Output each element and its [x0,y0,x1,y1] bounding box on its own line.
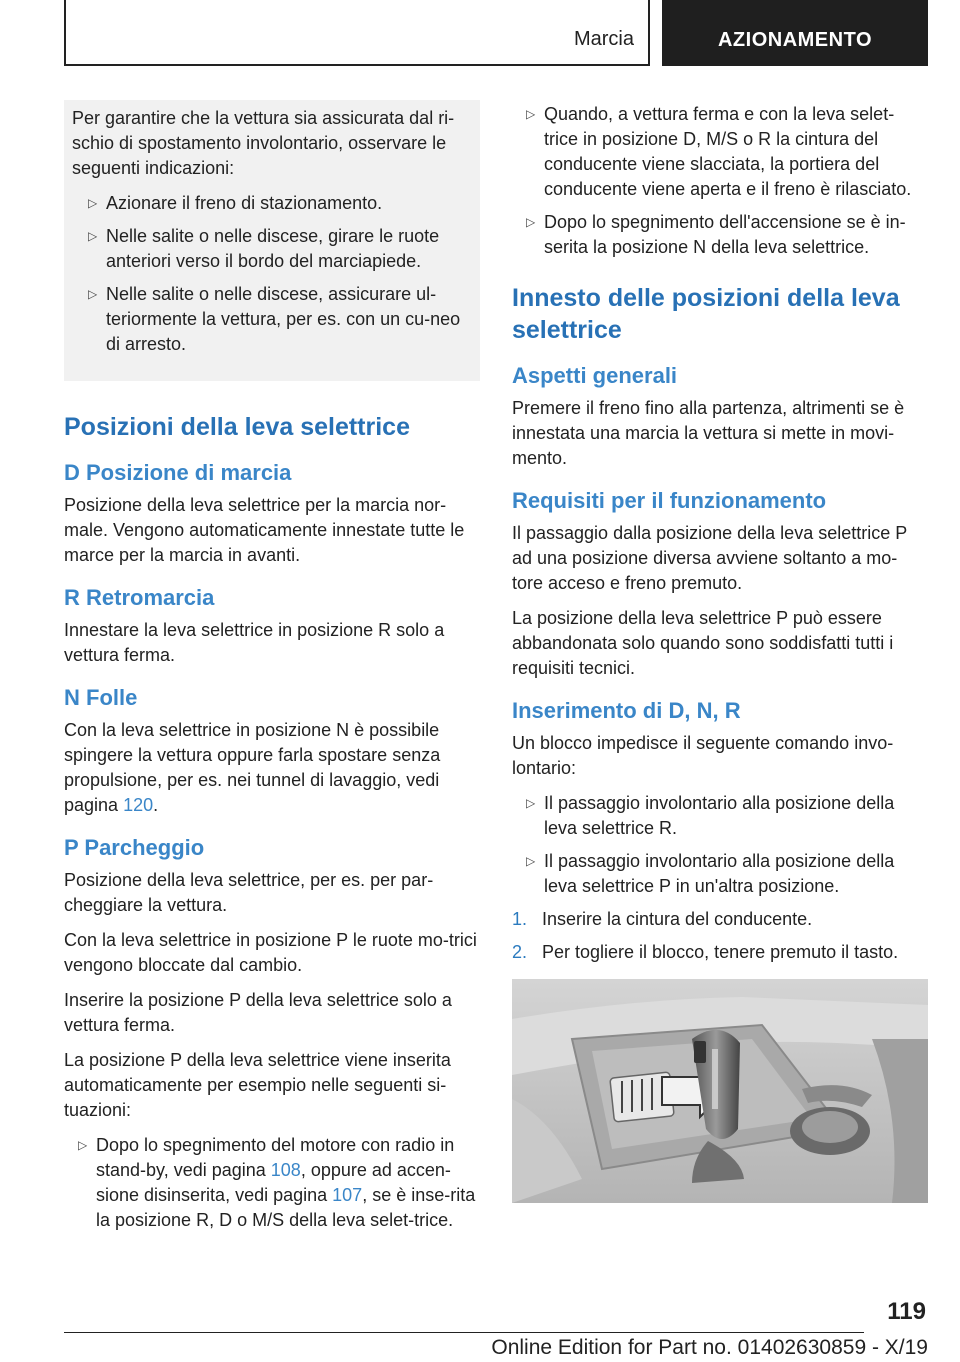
paragraph-requirements-2: La posizione della leva selettrice P può essere abbandonata solo quando sono soddisfatti tutti i requisiti tecnici. [512,608,894,678]
note-intro: Per garantire che la vettura sia assicurata dal ri-schio di spostamento involontario, osservare le seguenti indicazioni: [72,108,455,178]
gear-selector-drawing [512,979,928,1203]
section-tab [64,0,650,66]
paragraph-reverse: Innestare la leva selettrice in posizione R solo a vettura ferma. [64,620,445,665]
paragraph-park-2: Con la leva selettrice in posizione P le ruote mo-trici vengono bloccate dal cambio. [64,930,477,975]
paragraph-requirements-1: Il passaggio dalla posizione della leva selettrice P ad una posizione diversa avviene soltanto a mo-tore acceso e freno premuto. [512,523,907,593]
auto-park-list-continued [512,102,928,260]
steps-list [512,907,928,965]
heading-engage: Innesto delle posizioni della leva selettrice [512,284,900,344]
step-item: 1. Inserire la cintura del conducente. [512,909,813,929]
heading-neutral: N Folle [64,685,138,710]
triangle-bullet-icon: ▷ [526,796,536,810]
list-item: ▷ Dopo lo spegnimento dell'accensione se è in-serita la posizione N della leva selettrice. [526,212,906,257]
heading-drive: D Posizione di marcia [64,460,292,485]
triangle-bullet-icon: ▷ [88,287,98,301]
page-header [64,0,928,66]
safety-note [64,100,480,381]
list-item: ▷ Azionare il freno di stazionamento. [82,191,470,216]
triangle-bullet-icon: ▷ [88,196,98,210]
list-item: ▷ Quando, a vettura ferma e con la leva selet-trice in posizione D, M/S o R la cintura del conducente viene slacciata, la portiera del conducente viene aperta e il freno è rilasciato. [526,104,912,199]
triangle-bullet-icon: ▷ [88,229,98,243]
list-item: ▷ Il passaggio involontario alla posizione della leva selettrice P in un'altra posizione. [526,851,895,896]
triangle-bullet-icon: ▷ [526,854,536,868]
list-item: ▷ Nelle salite o nelle discese, girare le ruote anteriori verso il bordo del marciapiede. [88,226,440,271]
note-list [72,191,470,357]
triangle-bullet-icon: ▷ [526,215,536,229]
paragraph-drive: Posizione della leva selettrice per la marcia nor-male. Vengono automaticamente innestate tutte le marce per la marcia in avanti. [64,495,465,565]
auto-park-list [64,1133,480,1233]
paragraph-general: Premere il freno fino alla partenza, altrimenti se è innestata una marcia la vettura si mette in movi-mento. [512,398,905,468]
paragraph-neutral: Con la leva selettrice in posizione N è possibile spingere la vettura oppure farla spostare senza propulsione, per es. nei tunnel di lavaggio, vedi pagina 120. [64,720,441,815]
paragraph-park-4: La posizione P della leva selettrice viene inserita automaticamente per esempio nelle seguenti si-tuazioni: [64,1050,451,1120]
page-link-107[interactable]: 107 [332,1185,363,1205]
edition-footer: Online Edition for Part no. 01402630859 - X/19 [491,1336,928,1359]
section-label: Marcia [573,28,634,50]
heading-reverse: R Retromarcia [64,585,215,610]
paragraph-park-3: Inserire la posizione P della leva selettrice solo a vettura ferma. [64,990,452,1035]
page-link-120[interactable]: 120 [123,795,154,815]
heading-requirements: Requisiti per il funzionamento [512,488,827,513]
left-column [64,100,480,1241]
step-item: 2. Per togliere il blocco, tenere premuto il tasto. [512,942,899,962]
gear-selector-illustration [512,979,928,1203]
triangle-bullet-icon: ▷ [78,1138,88,1152]
chapter-tab: AZIONAMENTO [662,0,928,66]
page-number: 119 [887,1298,926,1325]
list-item: ▷ Nelle salite o nelle discese, assicurare ul-teriormente la vettura, per es. con un cu-neo di arresto. [88,284,461,354]
heading-positions: Posizioni della leva selettrice [64,413,410,441]
block-list [512,791,928,899]
heading-park: P Parcheggio [64,835,205,860]
paragraph-park-1: Posizione della leva selettrice, per es. per par-cheggiare la vettura. [64,870,434,915]
list-item: ▷ Il passaggio involontario alla posizione della leva selettrice R. [526,793,895,838]
list-item: ▷ Dopo lo spegnimento del motore con radio in stand-by, vedi pagina 108, oppure ad accen-sione disinserita, vedi pagina 107, se è inse-rita la posizione R, D o M/S della leva selet-trice. [78,1135,476,1230]
footer-divider [64,1332,864,1333]
heading-general: Aspetti generali [512,363,678,388]
paragraph-insert: Un blocco impedisce il seguente comando invo-lontario: [512,733,894,778]
right-column [512,100,928,1203]
triangle-bullet-icon: ▷ [526,107,536,121]
page-link-108[interactable]: 108 [270,1160,301,1180]
heading-insert: Inserimento di D, N, R [512,698,741,723]
